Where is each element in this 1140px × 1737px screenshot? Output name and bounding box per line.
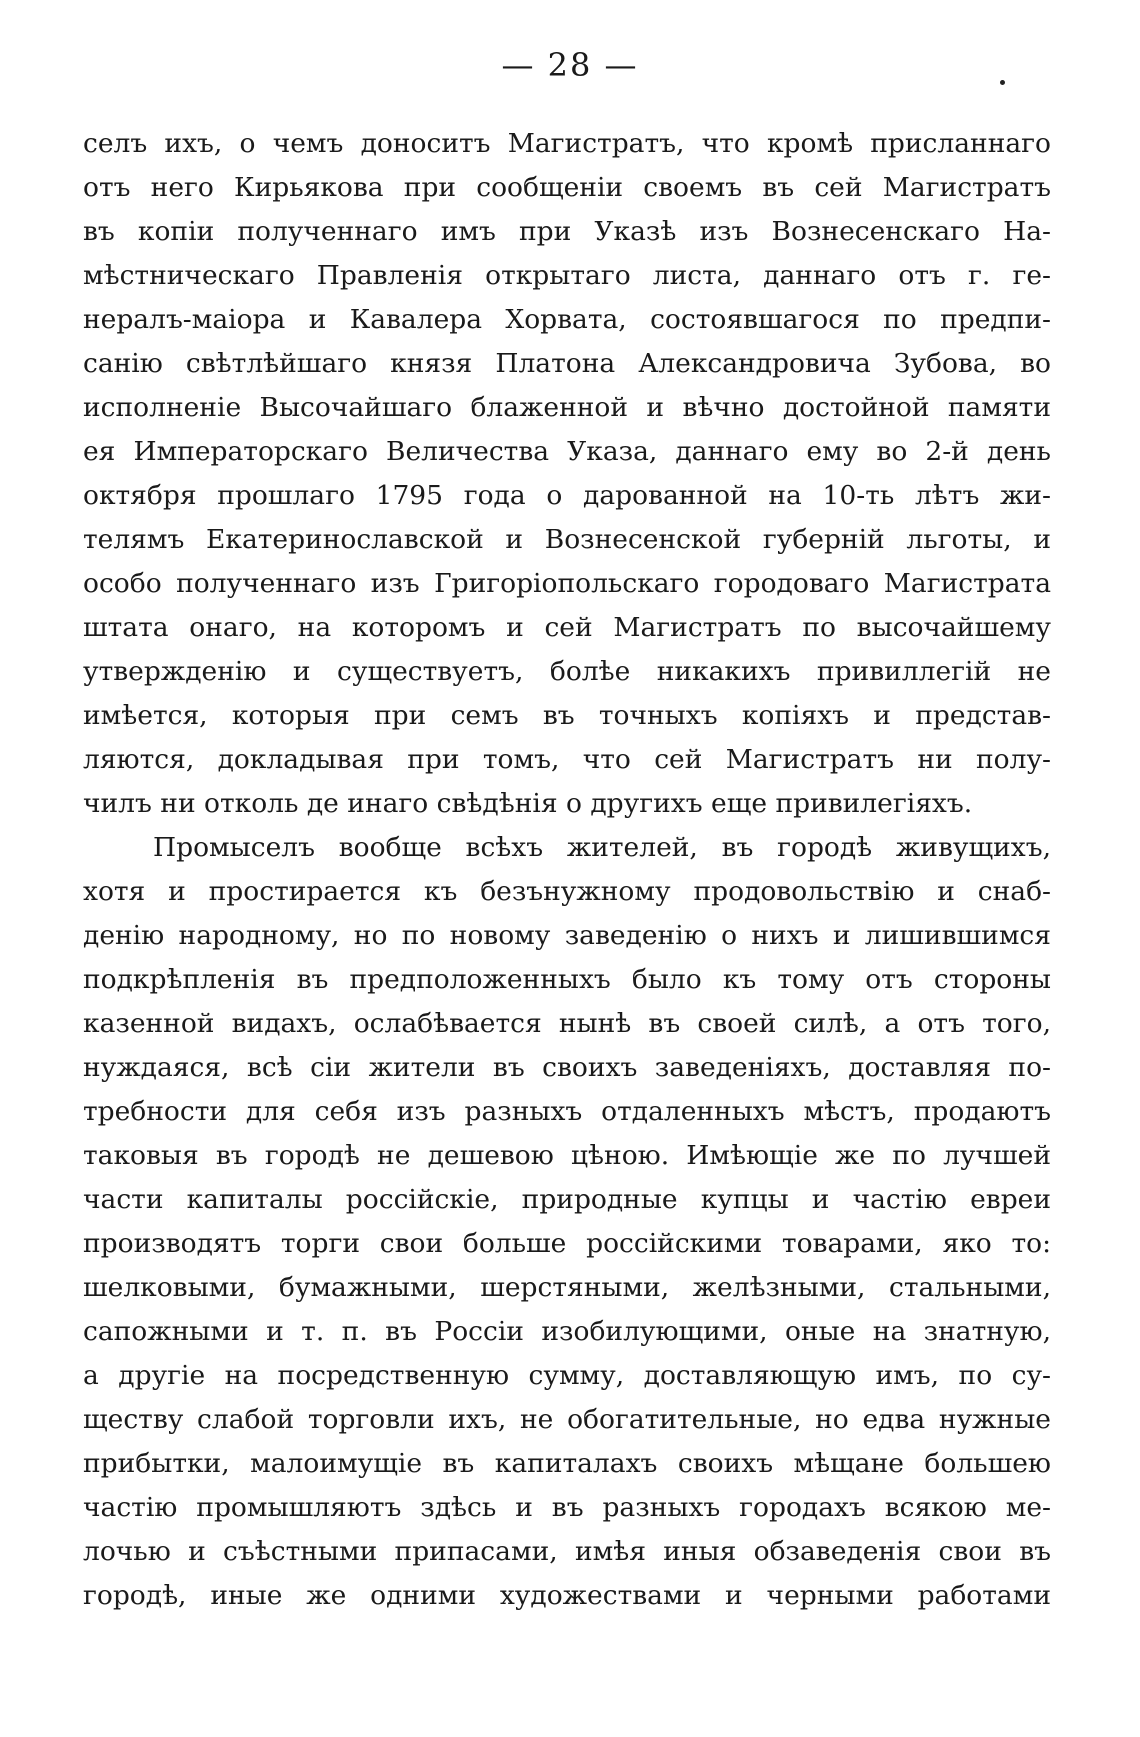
- text-line: городѣ, иные же одними художествами и черными работами: [83, 1580, 1051, 1611]
- text-line: шелковыми, бумажными, шерстяными, желѣзными, стальными,: [83, 1272, 1051, 1303]
- page-text: [83, 122, 1051, 1618]
- text-line: таковыя въ городѣ не дешевою цѣною. Имѣющіе же по лучшей: [83, 1140, 1051, 1171]
- text-line: требности для себя изъ разныхъ отдаленныхъ мѣстъ, продаютъ: [83, 1096, 1051, 1127]
- text-line: Промыселъ вообще всѣхъ жителей, въ городѣ живущихъ,: [153, 832, 1051, 863]
- text-line: ея Императорскаго Величества Указа, даннаго ему во 2-й день: [83, 436, 1051, 467]
- page-number: — 28 —: [501, 46, 639, 84]
- text-line: лочью и съѣстными припасами, имѣя иныя обзаведенія свои въ: [83, 1536, 1051, 1567]
- text-line: подкрѣпленія въ предположенныхъ было къ тому отъ стороны: [83, 964, 1051, 995]
- text-line: чилъ ни отколь де инаго свѣдѣнія о другихъ еще привилегіяхъ.: [83, 788, 973, 819]
- text-line: частію промышляютъ здѣсь и въ разныхъ городахъ всякою ме-: [83, 1492, 1051, 1523]
- text-line: прибытки, малоимущіе въ капиталахъ своихъ мѣщане большею: [83, 1448, 1051, 1479]
- text-line: казенной видахъ, ослабѣвается нынѣ въ своей силѣ, а отъ того,: [83, 1008, 1051, 1039]
- text-line: нералъ-маіора и Кавалера Хорвата, состоявшагося по предпи-: [83, 304, 1051, 335]
- text-line: телямъ Екатеринославской и Вознесенской губерній льготы, и: [83, 524, 1051, 555]
- text-line: ляются, докладывая при томъ, что сей Магистратъ ни полу-: [83, 744, 1051, 775]
- text-line: исполненіе Высочайшаго блаженной и вѣчно достойной памяти: [83, 392, 1051, 423]
- text-line: части капиталы россійскіе, природные купцы и частію евреи: [83, 1184, 1051, 1215]
- text-line: селъ ихъ, о чемъ доноситъ Магистратъ, что кромѣ присланнаго: [83, 128, 1051, 159]
- text-line: особо полученнаго изъ Григоріопольскаго городоваго Магистрата: [83, 568, 1051, 599]
- text-line: санію свѣтлѣйшаго князя Платона Александровича Зубова, во: [83, 348, 1051, 379]
- ink-speck: [1000, 80, 1005, 85]
- text-line: производятъ торги свои больше россійскими товарами, яко то:: [83, 1228, 1051, 1259]
- text-line: а другіе на посредственную сумму, доставляющую имъ, по су-: [83, 1360, 1051, 1391]
- text-line: утвержденію и существуетъ, болѣе никакихъ привиллегій не: [83, 656, 1051, 687]
- text-line: денію народному, но по новому заведенію о нихъ и лишившимся: [83, 920, 1051, 951]
- text-line: ществу слабой торговли ихъ, не обогатительные, но едва нужные: [83, 1404, 1051, 1435]
- text-line: въ копіи полученнаго имъ при Указѣ изъ Вознесенскаго На-: [83, 216, 1051, 247]
- paragraph: [83, 826, 1051, 1618]
- text-line: мѣстническаго Правленія открытаго листа, даннаго отъ г. ге-: [83, 260, 1051, 291]
- paragraph: [83, 122, 1051, 826]
- text-line: сапожными и т. п. въ Россіи изобилующими, оные на знатную,: [83, 1316, 1051, 1347]
- text-line: нуждаяся, всѣ сіи жители въ своихъ заведеніяхъ, доставляя по-: [83, 1052, 1051, 1083]
- text-line: штата онаго, на которомъ и сей Магистратъ по высочайшему: [83, 612, 1051, 643]
- text-line: имѣется, которыя при семъ въ точныхъ копіяхъ и представ-: [83, 700, 1051, 731]
- text-line: октября прошлаго 1795 года о дарованной на 10-ть лѣтъ жи-: [83, 480, 1051, 511]
- text-line: хотя и простирается къ безънужному продовольствію и снаб-: [83, 876, 1051, 907]
- text-line: отъ него Кирьякова при сообщеніи своемъ въ сей Магистратъ: [83, 172, 1051, 203]
